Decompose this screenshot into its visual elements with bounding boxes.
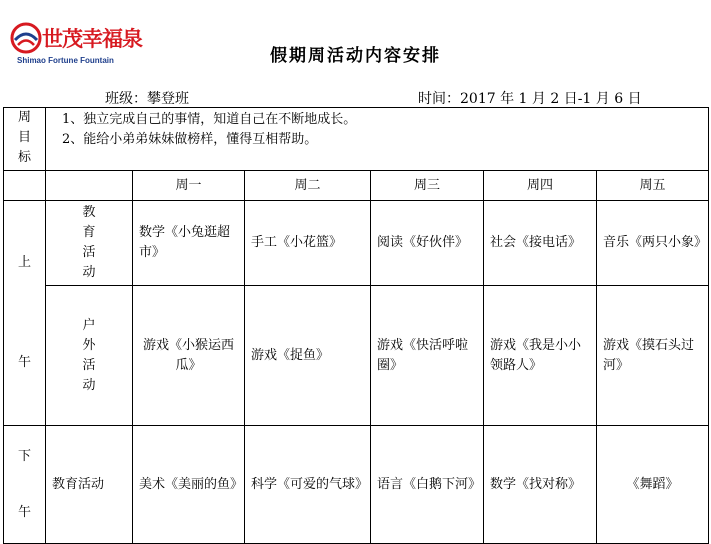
- goals-header: 周 目 标: [4, 108, 46, 171]
- outdoor-label: 户 外 活 动: [46, 286, 133, 426]
- activity-cell: 游戏《快活呼啦圈》: [371, 286, 484, 426]
- page-title: 假期周活动内容安排: [270, 46, 441, 66]
- activity-cell: 游戏《小猴运西瓜》: [133, 286, 245, 426]
- afternoon-label: 下 午: [4, 426, 46, 544]
- goal-item: 1、独立完成自己的事情，知道自己在不断地成长。: [62, 112, 357, 127]
- class-label: 班级：攀登班: [105, 91, 189, 107]
- activity-cell: 社会《接电话》: [484, 201, 597, 286]
- day-header-mon: 周一: [133, 171, 245, 201]
- corner-cell: [46, 171, 133, 201]
- brand-name-en: Shimao Fortune Fountain: [17, 56, 114, 65]
- time-label: 时间：2017 年 1 月 2 日-1 月 6 日: [418, 91, 642, 107]
- activity-cell: 美术《美丽的鱼》: [133, 426, 245, 544]
- activity-cell: 游戏《我是小小领路人》: [484, 286, 597, 426]
- day-header-wed: 周三: [371, 171, 484, 201]
- morning-education-row: [4, 201, 709, 286]
- activity-cell: 《舞蹈》: [597, 426, 709, 544]
- goal-item: 2、能给小弟弟妹妹做榜样，懂得互相帮助。: [62, 132, 318, 147]
- schedule-table: [3, 107, 709, 544]
- brand-name-cn: 世茂幸福泉: [42, 27, 142, 51]
- morning-outdoor-row: [4, 286, 709, 426]
- goals-content: [46, 108, 709, 171]
- day-header-tue: 周二: [245, 171, 371, 201]
- activity-cell: 游戏《摸石头过河》: [597, 286, 709, 426]
- days-header-row: [4, 171, 709, 201]
- activity-cell: 科学《可爱的气球》: [245, 426, 371, 544]
- afternoon-row: [4, 426, 709, 544]
- activity-cell: 手工《小花篮》: [245, 201, 371, 286]
- activity-cell: 数学《找对称》: [484, 426, 597, 544]
- activity-cell: 阅读《好伙伴》: [371, 201, 484, 286]
- day-header-fri: 周五: [597, 171, 709, 201]
- activity-cell: 音乐《两只小象》: [597, 201, 709, 286]
- corner-cell: [4, 171, 46, 201]
- activity-cell: 语言《白鹅下河》: [371, 426, 484, 544]
- goals-row: [4, 108, 709, 171]
- activity-cell: 游戏《捉鱼》: [245, 286, 371, 426]
- activity-cell: 数学《小兔逛超市》: [133, 201, 245, 286]
- morning-label: 上 午: [4, 201, 46, 426]
- education-label: 教 育 活 动: [46, 201, 133, 286]
- afternoon-education-label: 教育活动: [46, 426, 133, 544]
- day-header-thu: 周四: [484, 171, 597, 201]
